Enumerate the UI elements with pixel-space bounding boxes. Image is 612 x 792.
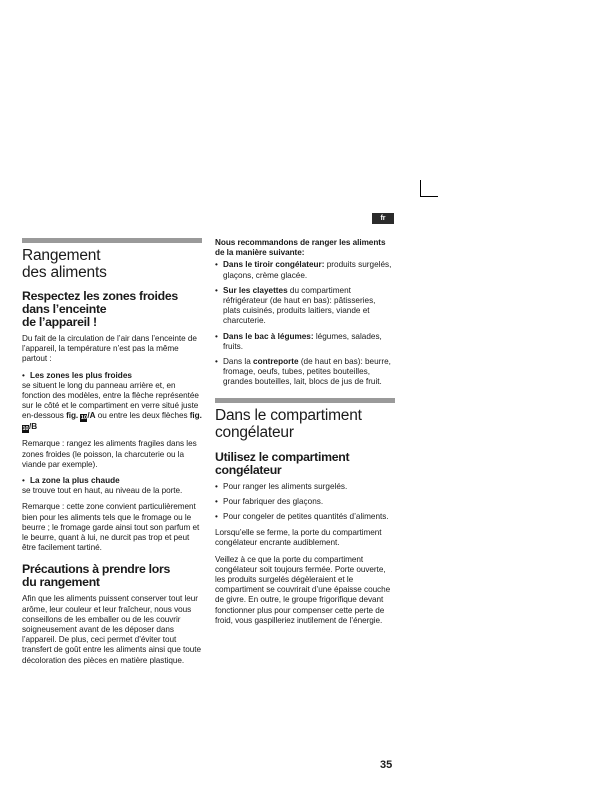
list-item: • Sur les clayettes du compartiment réfrigérateur (de haut en bas): pâtisseries, plats cuisinés, produits laitiers, viande et charcuterie.: [215, 286, 395, 327]
remark-paragraph: Remarque : rangez les aliments fragiles dans les zones froides (le poisson, la charcuterie ou la viande par exemple).: [22, 439, 197, 469]
intro-paragraph: Du fait de la circulation de l’air dans l’enceinte de l’appareil, la température n’est pas la même partout :: [22, 334, 197, 364]
list-item: • Pour fabriquer des glaçons.: [215, 497, 395, 507]
page-title: Rangement des aliments: [22, 247, 107, 281]
zone-list: [22, 476, 202, 486]
page-number: 35: [380, 759, 393, 771]
recommendation-intro: Nous recommandons de ranger les aliments de la manière suivante:: [215, 238, 386, 258]
list-item: • Dans la contreporte (de haut en bas): beurre, fromage, oeufs, tubes, petites bouteilles, grandes bouteilles, lait, blocs de jus de fruit.: [215, 357, 395, 388]
section-heading-cold-zones: Respectez les zones froides dans l’enceinte de l’appareil !: [22, 289, 178, 329]
section-heading-use-freezer: Utilisez le compartiment congélateur: [215, 449, 350, 477]
figure-icon: 10: [22, 426, 29, 433]
list-item: • Pour ranger les aliments surgelés.: [215, 482, 395, 492]
section-heading-precautions: Précautions à prendre lors du rangement: [22, 562, 171, 590]
precautions-paragraph: Afin que les aliments puissent conserver tout leur arôme, leur couleur et leur fraîcheur, nous vous conseillons de les emballer ou de les couvrir soigneusement avant de les déposer dans l’appareil. De plus, ceci permet d’éviter tout transfert de goût entre les aliments ainsi que toute décoloration des pièces en matière plastique.: [22, 594, 201, 665]
freezer-title: Dans le compartiment congélateur: [215, 406, 362, 441]
language-badge: fr: [372, 213, 394, 224]
freezer-door-paragraph: Lorsqu’elle se ferme, la porte du compartiment congélateur encrante audiblement.: [215, 528, 382, 548]
section-rule: [22, 238, 202, 243]
remark-paragraph: Remarque : cette zone convient particulièrement bien pour les aliments tels que le fromage ou le beurre ; le fromage garde ainsi tout son parfum et le beurre, quant à lui, ne durcit pas trop et peut être facilement tartiné.: [22, 502, 200, 553]
coldest-zone-text: se situent le long du panneau arrière et, en fonction des modèles, entre la flèche représentée sur le côté et le compartiment en verre situé juste en-dessous fig. 10/A ou entre les deux flèches fig. 10/B: [22, 380, 202, 433]
crop-mark: [420, 196, 438, 197]
warmest-zone-text: se trouve tout en haut, au niveau de la porte.: [22, 486, 183, 496]
storage-list: [215, 260, 395, 387]
list-item: • Dans le bac à légumes: légumes, salades, fruits.: [215, 332, 395, 352]
section-rule: [215, 398, 395, 403]
coldest-zone-label: Les zones les plus froides: [30, 370, 132, 380]
freezer-uses-list: [215, 482, 395, 523]
list-item: • Pour congeler de petites quantités d’aliments.: [215, 512, 395, 522]
left-column: [22, 238, 202, 672]
list-item: • Dans le tiroir congélateur: produits surgelés, glaçons, crème glacée.: [215, 260, 395, 280]
crop-mark: [420, 180, 421, 196]
list-item: [22, 371, 202, 381]
zone-list: [22, 371, 202, 381]
warmest-zone-label: La zone la plus chaude: [30, 476, 120, 486]
right-column: [215, 238, 395, 632]
list-item: [22, 476, 202, 486]
figure-icon: 10: [80, 415, 87, 422]
freezer-warning-paragraph: Veillez à ce que la porte du compartiment congélateur soit toujours fermée. Porte ouverte, les produits surgelés dégèleraient et le compartiment se couvrirait d’une épaisse couche de givre. En outre, le groupe frigorifique devant fonctionner plus pour compenser cette perte de froid, vous gaspilleriez inutilement de l’énergie.: [215, 554, 391, 625]
